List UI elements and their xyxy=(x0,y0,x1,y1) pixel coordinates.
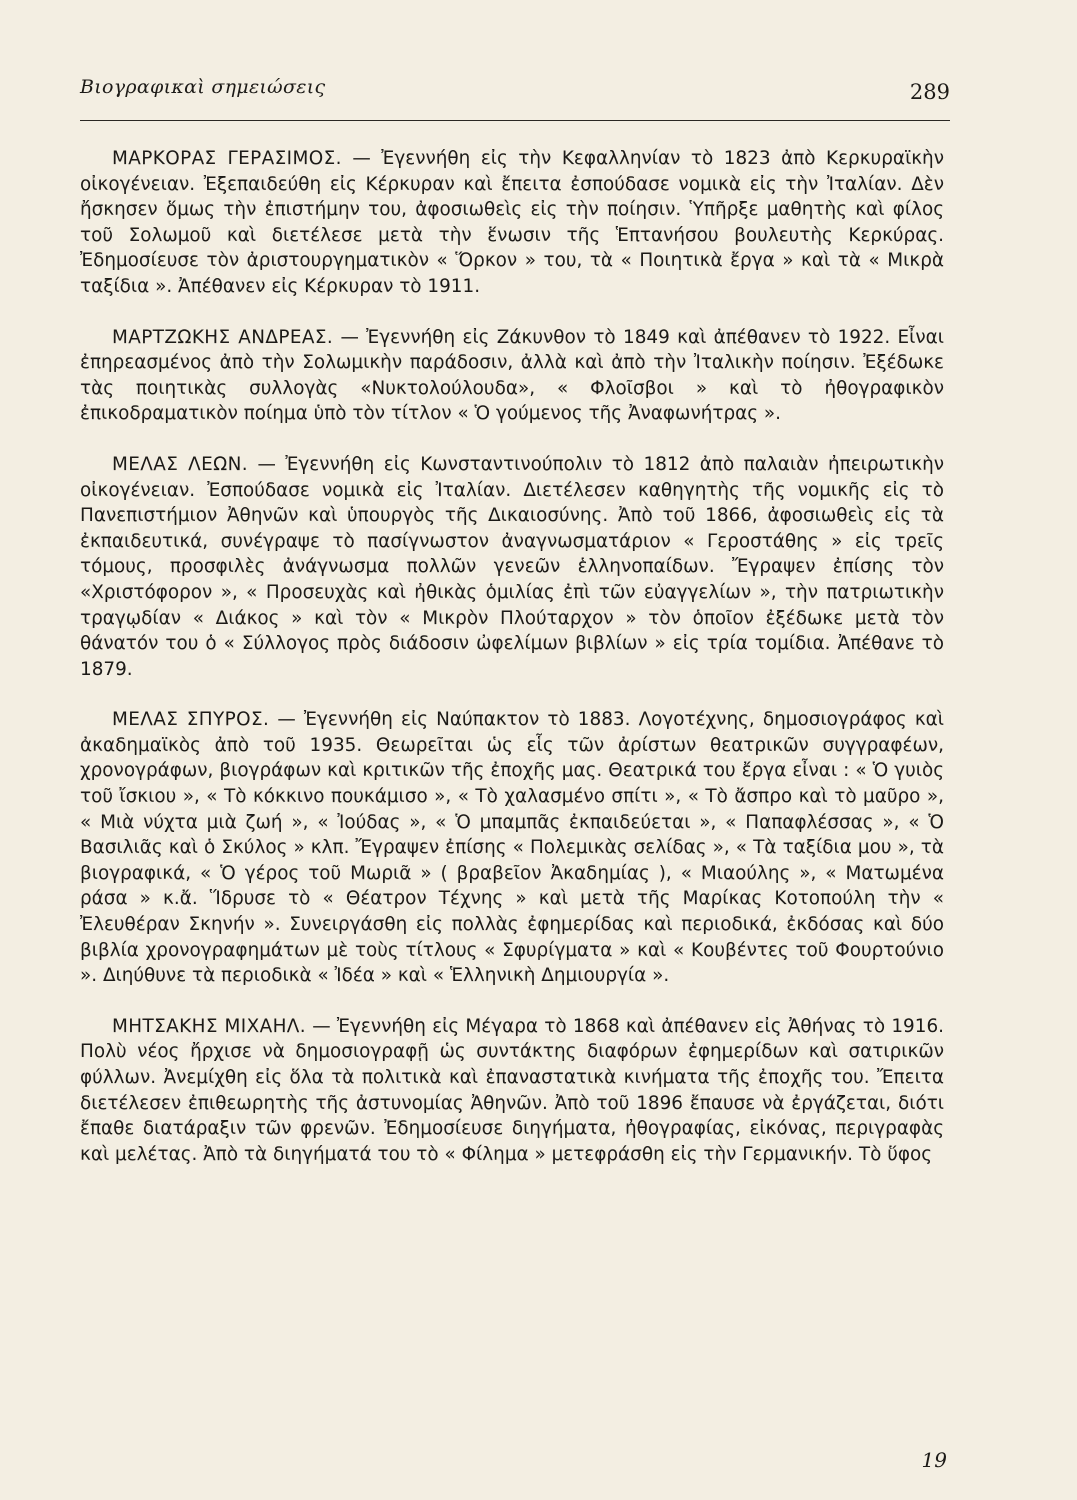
biography-entry xyxy=(80,146,944,300)
entry-text: — Ἐγεννήθη εἰς Ναύπακτον τὸ 1883. Λογοτέχνης, δημοσιογράφος καὶ ἀκαδημαϊκὸς ἀπὸ τοῦ 1935. Θεωρεῖται ὡς εἷς τῶν ἀρίστων θεατρικῶν συγγραφέων, χρονογράφων, βιογράφων καὶ κριτικῶν τῆς ἐποχῆς μας. Θεατρικά του ἔργα εἶναι : « Ὁ γυιὸς τοῦ ἴσκιου », « Τὸ κόκκινο πουκάμισο », « Τὸ χαλασμένο σπίτι », « Τὸ ἄσπρο καὶ τὸ μαῦρο », « Μιὰ νύχτα μιὰ ζωή », « Ἰούδας », « Ὁ μπαμπᾶς ἐκπαιδεύεται », « Παπαφλέσσας », « Ὁ Βασιλιᾶς καὶ ὁ Σκύλος » κλπ. Ἔγραψεν ἐπίσης « Πολεμικὰς σελίδας », « Τὰ ταξίδια μου », τὰ βιογραφικά, « Ὁ γέρος τοῦ Μωριᾶ » ( βραβεῖον Ἀκαδημίας ), « Μιαούλης », « Ματωμένα ράσα » κ.ἄ. Ἵδρυσε τὸ « Θέατρον Τέχνης » καὶ μετὰ τῆς Μαρίκας Κοτοπούλη τὴν « Ἐλευθέραν Σκηνήν ». Συνειργάσθη εἰς πολλὰς ἐφημερίδας καὶ περιοδικά, ἐκδόσας καὶ δύο βιβλία χρονογραφημάτων μὲ τοὺς τίτλους « Σφυρίγματα » καὶ « Κουβέντες τοῦ Φουρτούνιο ». Διηύθυνε τὰ περιοδικὰ « Ἰδέα » καὶ « Ἑλληνικὴ Δημιουργία ». xyxy=(80,709,944,987)
biography-entry xyxy=(80,452,944,682)
entry-text: — Ἐγεννήθη εἰς Ζάκυνθον τὸ 1849 καὶ ἀπέθανεν τὸ 1922. Εἶναι ἐπηρεασμένος ἀπὸ τὴν Σολωμικὴν παράδοσιν, ἀλλὰ καὶ ἀπὸ τὴν Ἰταλικὴν ποίησιν. Ἐξέδωκε τὰς ποιητικὰς συλλογὰς «Νυκτολούλουδα», « Φλοῖσβοι » καὶ τὸ ἠθογραφικὸν ἐπικοδραματικὸν ποίημα ὑπὸ τὸν τίτλον « Ὁ γούμενος τῆς Ἀναφωνήτρας ». xyxy=(80,326,945,425)
entry-text: — Ἐγεννήθη εἰς τὴν Κεφαλληνίαν τὸ 1823 ἀπὸ Κερκυραϊκὴν οἰκογένειαν. Ἐξεπαιδεύθη εἰς Κέρκυραν καὶ ἔπειτα ἐσπούδασε νομικὰ εἰς τὴν Ἰταλίαν. Δὲν ἤσκησεν ὅμως τὴν ἐπιστήμην του, ἀφοσιωθεὶς εἰς τὴν ποίησιν. Ὑπῆρξε μαθητὴς καὶ φίλος τοῦ Σολωμοῦ καὶ διετέλεσε μετὰ τὴν ἕνωσιν τῆς Ἑπτανήσου βουλευτὴς Κερκύρας. Ἐδημοσίευσε τὸν ἀριστουργηματικὸν « Ὅρκον » του, τὰ « Ποιητικὰ ἔργα » καὶ τὰ « Μικρὰ ταξίδια ». Ἀπέθανεν εἰς Κέρκυραν τὸ 1911. xyxy=(80,148,944,297)
entry-name: ΜΑΡΚΟΡΑΣ ΓΕΡΑΣΙΜΟΣ. xyxy=(112,148,342,169)
page-header xyxy=(80,66,950,121)
page-number: 289 xyxy=(909,80,950,104)
printer-signature-mark: 19 xyxy=(921,1448,947,1472)
entry-name: ΜΕΛΑΣ ΣΠΥΡΟΣ. xyxy=(112,709,270,731)
page-body xyxy=(80,146,944,1192)
entry-text: — Ἐγεννήθη εἰς Κωνσταντινούπολιν τὸ 1812 ἀπὸ παλαιὰν ἠπειρωτικὴν οἰκογένειαν. Ἐσπούδασε νομικὰ εἰς Ἰταλίαν. Διετέλεσεν καθηγητὴς τῆς νομικῆς εἰς τὸ Πανεπιστήμιον Ἀθηνῶν καὶ ὑπουργὸς τῆς Δικαιοσύνης. Ἀπὸ τοῦ 1866, ἀφοσιωθεὶς εἰς τὰ ἐκπαιδευτικά, συνέγραψε τὸ πασίγνωστον ἀναγνωσματάριον « Γεροστάθης » εἰς τρεῖς τόμους, προσφιλὲς ἀνάγνωσμα πολλῶν γενεῶν ἑλληνοπαίδων. Ἔγραψεν ἐπίσης τὸν «Χριστόφορον », « Προσευχὰς καὶ ἠθικὰς ὁμιλίας ἐπὶ τῶν εὐαγγελίων », τὴν πατριωτικὴν τραγῳδίαν « Διάκος » καὶ τὸν « Μικρὸν Πλούταρχον » τὸν ὁποῖον ἐξέδωκε μετὰ τὸν θάνατόν του ὁ « Σύλλογος πρὸς διάδοσιν ὠφελίμων βιβλίων » εἰς τρία τομίδια. Ἀπέθανε τὸ 1879. xyxy=(80,453,944,680)
entry-name: ΜΕΛΑΣ ΛΕΩΝ. xyxy=(112,453,248,475)
biography-entry xyxy=(80,707,944,989)
biography-entry xyxy=(80,1014,944,1168)
entry-name: ΜΗΤΣΑΚΗΣ ΜΙΧΑΗΛ. xyxy=(112,1015,307,1037)
entry-text: — Ἐγεννήθη εἰς Μέγαρα τὸ 1868 καὶ ἀπέθανεν εἰς Ἀθήνας τὸ 1916. Πολὺ νέος ἤρχισε νὰ δημοσιογραφῇ ὡς συντάκτης διαφόρων ἐφημερίδων καὶ σατιρικῶν φύλλων. Ἀνεμίχθη εἰς ὅλα τὰ πολιτικὰ καὶ ἐπαναστατικὰ κινήματα τῆς ἐποχῆς του. Ἔπειτα διετέλεσεν ἐπιθεωρητὴς τῆς ἀστυνομίας Ἀθηνῶν. Ἀπὸ τοῦ 1896 ἔπαυσε νὰ ἐργάζεται, διότι ἔπαθε διατάραξιν τῶν φρενῶν. Ἐδημοσίευσε διηγήματα, ἠθογραφίας, εἰκόνας, περιγραφὰς καὶ μελέτας. Ἀπὸ τὰ διηγήματά του τὸ « Φίλημα » μετεφράσθη εἰς τὴν Γερμανικήν. Τὸ ὕφος xyxy=(80,1015,944,1165)
entry-name: ΜΑΡΤΖΩΚΗΣ ΑΝΔΡΕΑΣ. xyxy=(112,326,334,348)
biography-entry xyxy=(80,325,944,427)
running-title: Βιογραφικαὶ σημειώσεις xyxy=(80,76,326,98)
